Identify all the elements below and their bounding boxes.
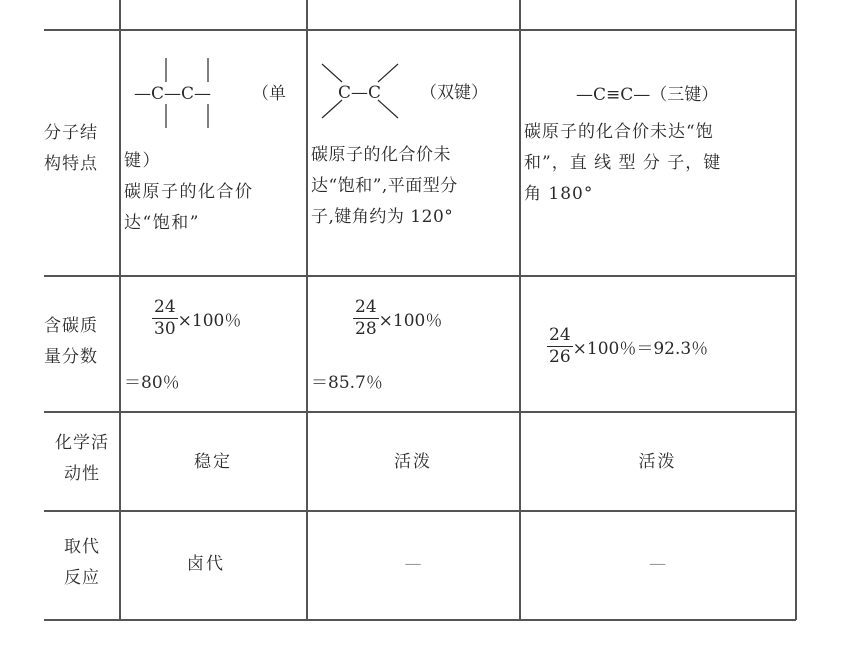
fraction — [353, 298, 379, 339]
ethane-desc — [124, 146, 304, 239]
desc-line: 达“饱和” — [124, 213, 200, 233]
times-expression: ×100％ — [378, 311, 443, 331]
numerator: 24 — [154, 297, 176, 317]
acetylene-substitution: — — [649, 554, 666, 574]
desc-line: 达“饱和”,平面型分 — [311, 176, 458, 196]
table-right-border — [795, 0, 797, 620]
ethylene-mass-fraction — [353, 298, 442, 339]
row-label-carbon-mass — [44, 311, 120, 373]
label-line: 动性 — [64, 464, 100, 484]
times-expression: ×100％＝92.3％ — [572, 339, 709, 359]
fraction — [152, 298, 178, 339]
table-bottom-border — [44, 619, 796, 621]
desc-line: 和”，直 线 型 分 子，键 — [524, 153, 722, 173]
row-label-activity — [44, 428, 120, 490]
ethane-mass-result: ＝80％ — [124, 373, 180, 393]
ethane-structural-formula — [124, 50, 304, 134]
label-line: 反应 — [64, 568, 100, 588]
numerator: 24 — [549, 325, 571, 345]
desc-line: 角 180° — [524, 184, 594, 204]
row-divider — [44, 510, 796, 512]
desc-line: 碳原子的化合价未 — [311, 145, 451, 165]
numerator: 24 — [355, 297, 377, 317]
acetylene-mass-fraction — [547, 326, 708, 367]
row-label-structure — [44, 118, 120, 180]
ethane-activity: 稳定 — [194, 452, 232, 472]
fraction — [547, 326, 573, 367]
ethylene-structural-formula — [312, 56, 517, 126]
label-line: 取代 — [64, 537, 100, 557]
row-divider — [44, 29, 796, 31]
acetylene-desc — [524, 117, 794, 210]
ethylene-bond-type: （双键） — [420, 83, 488, 103]
row-divider — [44, 411, 796, 413]
acetylene-formula: —C≡C—（三键） — [576, 85, 719, 105]
denominator: 28 — [355, 319, 377, 339]
desc-line: 碳原子的化合价未达“饱 — [524, 122, 714, 142]
ethylene-mass-result: ＝85.7％ — [311, 373, 383, 393]
times-expression: ×100％ — [177, 311, 242, 331]
label-line: 构特点 — [44, 154, 98, 174]
label-line: 量分数 — [44, 347, 98, 367]
ethane-bond-type-cont: 键） — [124, 151, 161, 171]
column-divider — [119, 0, 121, 620]
denominator: 30 — [154, 319, 176, 339]
ethane-bond-type: （单 — [252, 84, 286, 104]
desc-line: 子,键角约为 120° — [311, 207, 454, 227]
ethane-mass-fraction — [152, 298, 241, 339]
ethane-formula: —C—C— — [134, 84, 212, 104]
row-label-substitution — [44, 532, 120, 594]
row-divider — [44, 275, 796, 277]
ethane-substitution: 卤代 — [187, 554, 225, 574]
desc-line: 碳原子的化合价 — [124, 182, 254, 202]
ethylene-activity: 活泼 — [394, 452, 432, 472]
label-line: 含碳质 — [44, 316, 98, 336]
column-divider — [519, 0, 521, 620]
acetylene-activity: 活泼 — [638, 452, 677, 472]
ethylene-substitution: — — [404, 554, 422, 574]
column-divider — [306, 0, 308, 620]
label-line: 化学活 — [55, 433, 109, 453]
label-line: 分子结 — [44, 123, 98, 143]
denominator: 26 — [549, 347, 571, 367]
ethylene-desc — [311, 140, 517, 233]
ethylene-formula: C—C — [338, 83, 382, 103]
